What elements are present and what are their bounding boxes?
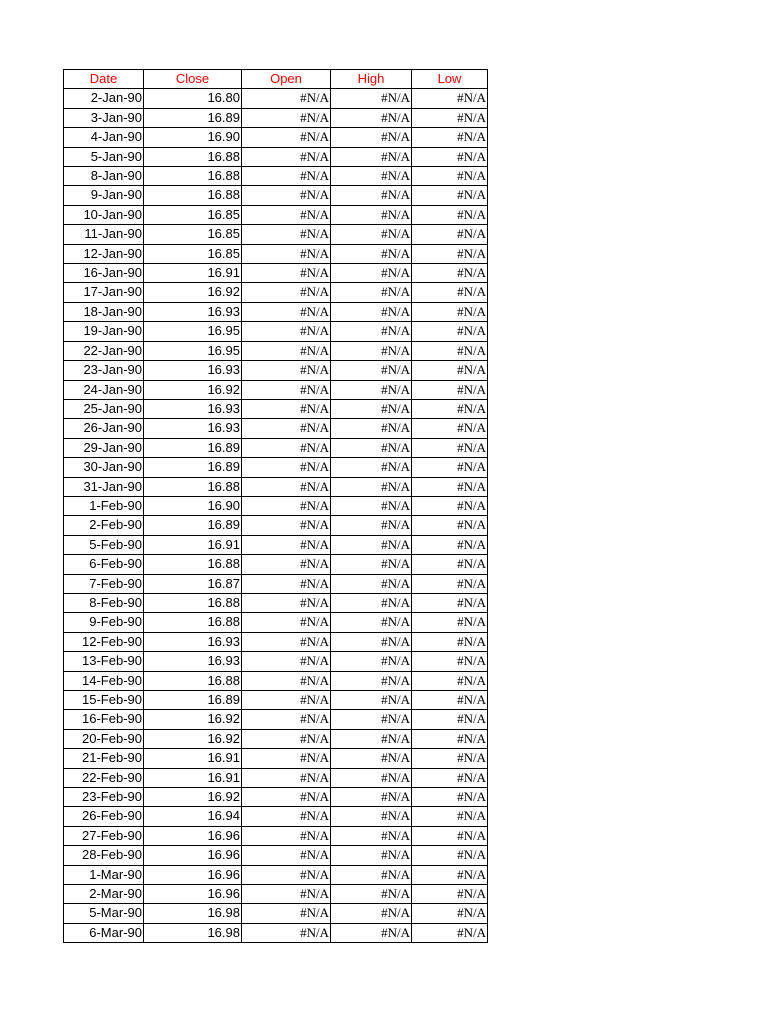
table-row <box>64 749 488 768</box>
date-cell: 30-Jan-90 <box>64 458 144 477</box>
low-cell: #N/A <box>412 923 488 942</box>
high-cell: #N/A <box>331 691 412 710</box>
high-cell: #N/A <box>331 477 412 496</box>
table-row <box>64 710 488 729</box>
low-cell: #N/A <box>412 128 488 147</box>
high-cell: #N/A <box>331 399 412 418</box>
column-header-date: Date <box>64 70 144 89</box>
close-cell: 16.93 <box>144 302 242 321</box>
table-row <box>64 108 488 127</box>
date-cell: 26-Jan-90 <box>64 419 144 438</box>
open-cell: #N/A <box>242 807 331 826</box>
date-cell: 5-Feb-90 <box>64 535 144 554</box>
high-cell: #N/A <box>331 496 412 515</box>
close-cell: 16.85 <box>144 225 242 244</box>
close-cell: 16.80 <box>144 89 242 108</box>
high-cell: #N/A <box>331 438 412 457</box>
close-cell: 16.91 <box>144 264 242 283</box>
date-cell: 7-Feb-90 <box>64 574 144 593</box>
open-cell: #N/A <box>242 205 331 224</box>
close-cell: 16.88 <box>144 671 242 690</box>
date-cell: 22-Jan-90 <box>64 341 144 360</box>
close-cell: 16.96 <box>144 846 242 865</box>
open-cell: #N/A <box>242 438 331 457</box>
column-header-open: Open <box>242 70 331 89</box>
high-cell: #N/A <box>331 147 412 166</box>
low-cell: #N/A <box>412 749 488 768</box>
low-cell: #N/A <box>412 516 488 535</box>
table-row <box>64 302 488 321</box>
close-cell: 16.88 <box>144 186 242 205</box>
high-cell: #N/A <box>331 244 412 263</box>
open-cell: #N/A <box>242 788 331 807</box>
date-cell: 8-Feb-90 <box>64 593 144 612</box>
open-cell: #N/A <box>242 167 331 186</box>
price-table <box>63 69 488 943</box>
date-cell: 20-Feb-90 <box>64 729 144 748</box>
high-cell: #N/A <box>331 865 412 884</box>
date-cell: 25-Jan-90 <box>64 399 144 418</box>
close-cell: 16.88 <box>144 147 242 166</box>
high-cell: #N/A <box>331 322 412 341</box>
date-cell: 1-Mar-90 <box>64 865 144 884</box>
close-cell: 16.87 <box>144 574 242 593</box>
high-cell: #N/A <box>331 89 412 108</box>
high-cell: #N/A <box>331 652 412 671</box>
open-cell: #N/A <box>242 419 331 438</box>
table-row <box>64 574 488 593</box>
low-cell: #N/A <box>412 225 488 244</box>
date-cell: 13-Feb-90 <box>64 652 144 671</box>
table-row <box>64 768 488 787</box>
close-cell: 16.96 <box>144 865 242 884</box>
table-row <box>64 865 488 884</box>
table-row <box>64 419 488 438</box>
close-cell: 16.92 <box>144 710 242 729</box>
date-cell: 26-Feb-90 <box>64 807 144 826</box>
low-cell: #N/A <box>412 108 488 127</box>
low-cell: #N/A <box>412 691 488 710</box>
table-row <box>64 399 488 418</box>
table-row <box>64 691 488 710</box>
open-cell: #N/A <box>242 147 331 166</box>
open-cell: #N/A <box>242 399 331 418</box>
date-cell: 11-Jan-90 <box>64 225 144 244</box>
date-cell: 3-Jan-90 <box>64 108 144 127</box>
open-cell: #N/A <box>242 186 331 205</box>
table-row <box>64 904 488 923</box>
open-cell: #N/A <box>242 283 331 302</box>
close-cell: 16.88 <box>144 477 242 496</box>
table-row <box>64 652 488 671</box>
close-cell: 16.88 <box>144 593 242 612</box>
open-cell: #N/A <box>242 710 331 729</box>
high-cell: #N/A <box>331 632 412 651</box>
low-cell: #N/A <box>412 419 488 438</box>
high-cell: #N/A <box>331 167 412 186</box>
low-cell: #N/A <box>412 147 488 166</box>
low-cell: #N/A <box>412 555 488 574</box>
open-cell: #N/A <box>242 225 331 244</box>
date-cell: 9-Jan-90 <box>64 186 144 205</box>
table-row <box>64 244 488 263</box>
date-cell: 14-Feb-90 <box>64 671 144 690</box>
low-cell: #N/A <box>412 205 488 224</box>
table-row <box>64 341 488 360</box>
table-row <box>64 613 488 632</box>
close-cell: 16.95 <box>144 341 242 360</box>
close-cell: 16.88 <box>144 613 242 632</box>
low-cell: #N/A <box>412 341 488 360</box>
high-cell: #N/A <box>331 302 412 321</box>
high-cell: #N/A <box>331 341 412 360</box>
close-cell: 16.93 <box>144 632 242 651</box>
table-row <box>64 283 488 302</box>
date-cell: 21-Feb-90 <box>64 749 144 768</box>
date-cell: 23-Jan-90 <box>64 361 144 380</box>
column-header-high: High <box>331 70 412 89</box>
table-row <box>64 632 488 651</box>
date-cell: 12-Jan-90 <box>64 244 144 263</box>
open-cell: #N/A <box>242 846 331 865</box>
high-cell: #N/A <box>331 128 412 147</box>
table-row <box>64 846 488 865</box>
high-cell: #N/A <box>331 885 412 904</box>
high-cell: #N/A <box>331 729 412 748</box>
open-cell: #N/A <box>242 632 331 651</box>
close-cell: 16.90 <box>144 496 242 515</box>
close-cell: 16.88 <box>144 167 242 186</box>
close-cell: 16.98 <box>144 923 242 942</box>
close-cell: 16.92 <box>144 380 242 399</box>
open-cell: #N/A <box>242 302 331 321</box>
table-row <box>64 555 488 574</box>
high-cell: #N/A <box>331 904 412 923</box>
close-cell: 16.93 <box>144 361 242 380</box>
low-cell: #N/A <box>412 807 488 826</box>
date-cell: 16-Jan-90 <box>64 264 144 283</box>
column-header-close: Close <box>144 70 242 89</box>
table-header <box>64 70 488 89</box>
low-cell: #N/A <box>412 632 488 651</box>
low-cell: #N/A <box>412 865 488 884</box>
close-cell: 16.88 <box>144 555 242 574</box>
close-cell: 16.89 <box>144 691 242 710</box>
low-cell: #N/A <box>412 574 488 593</box>
open-cell: #N/A <box>242 613 331 632</box>
date-cell: 22-Feb-90 <box>64 768 144 787</box>
open-cell: #N/A <box>242 322 331 341</box>
close-cell: 16.93 <box>144 419 242 438</box>
close-cell: 16.93 <box>144 652 242 671</box>
close-cell: 16.92 <box>144 283 242 302</box>
open-cell: #N/A <box>242 555 331 574</box>
open-cell: #N/A <box>242 380 331 399</box>
low-cell: #N/A <box>412 904 488 923</box>
date-cell: 23-Feb-90 <box>64 788 144 807</box>
high-cell: #N/A <box>331 186 412 205</box>
table-row <box>64 535 488 554</box>
high-cell: #N/A <box>331 458 412 477</box>
high-cell: #N/A <box>331 846 412 865</box>
close-cell: 16.91 <box>144 749 242 768</box>
date-cell: 6-Mar-90 <box>64 923 144 942</box>
low-cell: #N/A <box>412 89 488 108</box>
table-row <box>64 516 488 535</box>
low-cell: #N/A <box>412 885 488 904</box>
open-cell: #N/A <box>242 361 331 380</box>
table-row <box>64 89 488 108</box>
low-cell: #N/A <box>412 264 488 283</box>
open-cell: #N/A <box>242 729 331 748</box>
close-cell: 16.92 <box>144 729 242 748</box>
close-cell: 16.92 <box>144 788 242 807</box>
open-cell: #N/A <box>242 496 331 515</box>
high-cell: #N/A <box>331 671 412 690</box>
date-cell: 19-Jan-90 <box>64 322 144 341</box>
low-cell: #N/A <box>412 302 488 321</box>
low-cell: #N/A <box>412 399 488 418</box>
high-cell: #N/A <box>331 788 412 807</box>
table-row <box>64 167 488 186</box>
date-cell: 6-Feb-90 <box>64 555 144 574</box>
date-cell: 12-Feb-90 <box>64 632 144 651</box>
close-cell: 16.89 <box>144 438 242 457</box>
high-cell: #N/A <box>331 807 412 826</box>
low-cell: #N/A <box>412 671 488 690</box>
low-cell: #N/A <box>412 283 488 302</box>
close-cell: 16.98 <box>144 904 242 923</box>
low-cell: #N/A <box>412 846 488 865</box>
date-cell: 2-Jan-90 <box>64 89 144 108</box>
date-cell: 24-Jan-90 <box>64 380 144 399</box>
high-cell: #N/A <box>331 225 412 244</box>
table-row <box>64 361 488 380</box>
table-row <box>64 477 488 496</box>
open-cell: #N/A <box>242 477 331 496</box>
date-cell: 18-Jan-90 <box>64 302 144 321</box>
open-cell: #N/A <box>242 749 331 768</box>
table-row <box>64 438 488 457</box>
date-cell: 5-Jan-90 <box>64 147 144 166</box>
high-cell: #N/A <box>331 613 412 632</box>
open-cell: #N/A <box>242 768 331 787</box>
open-cell: #N/A <box>242 574 331 593</box>
high-cell: #N/A <box>331 380 412 399</box>
date-cell: 2-Feb-90 <box>64 516 144 535</box>
table-row <box>64 380 488 399</box>
low-cell: #N/A <box>412 322 488 341</box>
low-cell: #N/A <box>412 768 488 787</box>
date-cell: 1-Feb-90 <box>64 496 144 515</box>
table-row <box>64 458 488 477</box>
close-cell: 16.89 <box>144 108 242 127</box>
date-cell: 28-Feb-90 <box>64 846 144 865</box>
close-cell: 16.90 <box>144 128 242 147</box>
high-cell: #N/A <box>331 516 412 535</box>
low-cell: #N/A <box>412 729 488 748</box>
table-row <box>64 729 488 748</box>
table-row <box>64 826 488 845</box>
low-cell: #N/A <box>412 613 488 632</box>
low-cell: #N/A <box>412 167 488 186</box>
date-cell: 4-Jan-90 <box>64 128 144 147</box>
open-cell: #N/A <box>242 671 331 690</box>
low-cell: #N/A <box>412 438 488 457</box>
low-cell: #N/A <box>412 380 488 399</box>
low-cell: #N/A <box>412 788 488 807</box>
date-cell: 10-Jan-90 <box>64 205 144 224</box>
low-cell: #N/A <box>412 186 488 205</box>
close-cell: 16.91 <box>144 768 242 787</box>
table-row <box>64 264 488 283</box>
close-cell: 16.93 <box>144 399 242 418</box>
high-cell: #N/A <box>331 264 412 283</box>
table-row <box>64 496 488 515</box>
table-row <box>64 671 488 690</box>
open-cell: #N/A <box>242 535 331 554</box>
low-cell: #N/A <box>412 477 488 496</box>
date-cell: 27-Feb-90 <box>64 826 144 845</box>
table-row <box>64 186 488 205</box>
table-row <box>64 593 488 612</box>
high-cell: #N/A <box>331 768 412 787</box>
high-cell: #N/A <box>331 923 412 942</box>
table-body <box>64 89 488 943</box>
open-cell: #N/A <box>242 128 331 147</box>
open-cell: #N/A <box>242 458 331 477</box>
open-cell: #N/A <box>242 593 331 612</box>
open-cell: #N/A <box>242 904 331 923</box>
open-cell: #N/A <box>242 89 331 108</box>
close-cell: 16.96 <box>144 826 242 845</box>
date-cell: 17-Jan-90 <box>64 283 144 302</box>
high-cell: #N/A <box>331 710 412 729</box>
high-cell: #N/A <box>331 205 412 224</box>
high-cell: #N/A <box>331 574 412 593</box>
open-cell: #N/A <box>242 865 331 884</box>
high-cell: #N/A <box>331 283 412 302</box>
high-cell: #N/A <box>331 535 412 554</box>
open-cell: #N/A <box>242 108 331 127</box>
column-header-low: Low <box>412 70 488 89</box>
table-row <box>64 225 488 244</box>
open-cell: #N/A <box>242 923 331 942</box>
open-cell: #N/A <box>242 885 331 904</box>
table-row <box>64 128 488 147</box>
high-cell: #N/A <box>331 593 412 612</box>
open-cell: #N/A <box>242 341 331 360</box>
date-cell: 31-Jan-90 <box>64 477 144 496</box>
low-cell: #N/A <box>412 710 488 729</box>
date-cell: 2-Mar-90 <box>64 885 144 904</box>
date-cell: 15-Feb-90 <box>64 691 144 710</box>
low-cell: #N/A <box>412 458 488 477</box>
table-row <box>64 322 488 341</box>
date-cell: 29-Jan-90 <box>64 438 144 457</box>
high-cell: #N/A <box>331 108 412 127</box>
open-cell: #N/A <box>242 652 331 671</box>
date-cell: 9-Feb-90 <box>64 613 144 632</box>
low-cell: #N/A <box>412 496 488 515</box>
close-cell: 16.94 <box>144 807 242 826</box>
high-cell: #N/A <box>331 749 412 768</box>
header-row <box>64 70 488 89</box>
close-cell: 16.89 <box>144 458 242 477</box>
date-cell: 16-Feb-90 <box>64 710 144 729</box>
date-cell: 5-Mar-90 <box>64 904 144 923</box>
table-row <box>64 807 488 826</box>
close-cell: 16.85 <box>144 205 242 224</box>
low-cell: #N/A <box>412 535 488 554</box>
open-cell: #N/A <box>242 244 331 263</box>
table-row <box>64 205 488 224</box>
close-cell: 16.91 <box>144 535 242 554</box>
open-cell: #N/A <box>242 264 331 283</box>
close-cell: 16.89 <box>144 516 242 535</box>
high-cell: #N/A <box>331 555 412 574</box>
close-cell: 16.95 <box>144 322 242 341</box>
low-cell: #N/A <box>412 826 488 845</box>
low-cell: #N/A <box>412 361 488 380</box>
table-row <box>64 788 488 807</box>
open-cell: #N/A <box>242 691 331 710</box>
table-row <box>64 147 488 166</box>
low-cell: #N/A <box>412 593 488 612</box>
open-cell: #N/A <box>242 516 331 535</box>
close-cell: 16.96 <box>144 885 242 904</box>
high-cell: #N/A <box>331 826 412 845</box>
close-cell: 16.85 <box>144 244 242 263</box>
open-cell: #N/A <box>242 826 331 845</box>
high-cell: #N/A <box>331 419 412 438</box>
date-cell: 8-Jan-90 <box>64 167 144 186</box>
high-cell: #N/A <box>331 361 412 380</box>
table-row <box>64 885 488 904</box>
low-cell: #N/A <box>412 244 488 263</box>
low-cell: #N/A <box>412 652 488 671</box>
table-row <box>64 923 488 942</box>
